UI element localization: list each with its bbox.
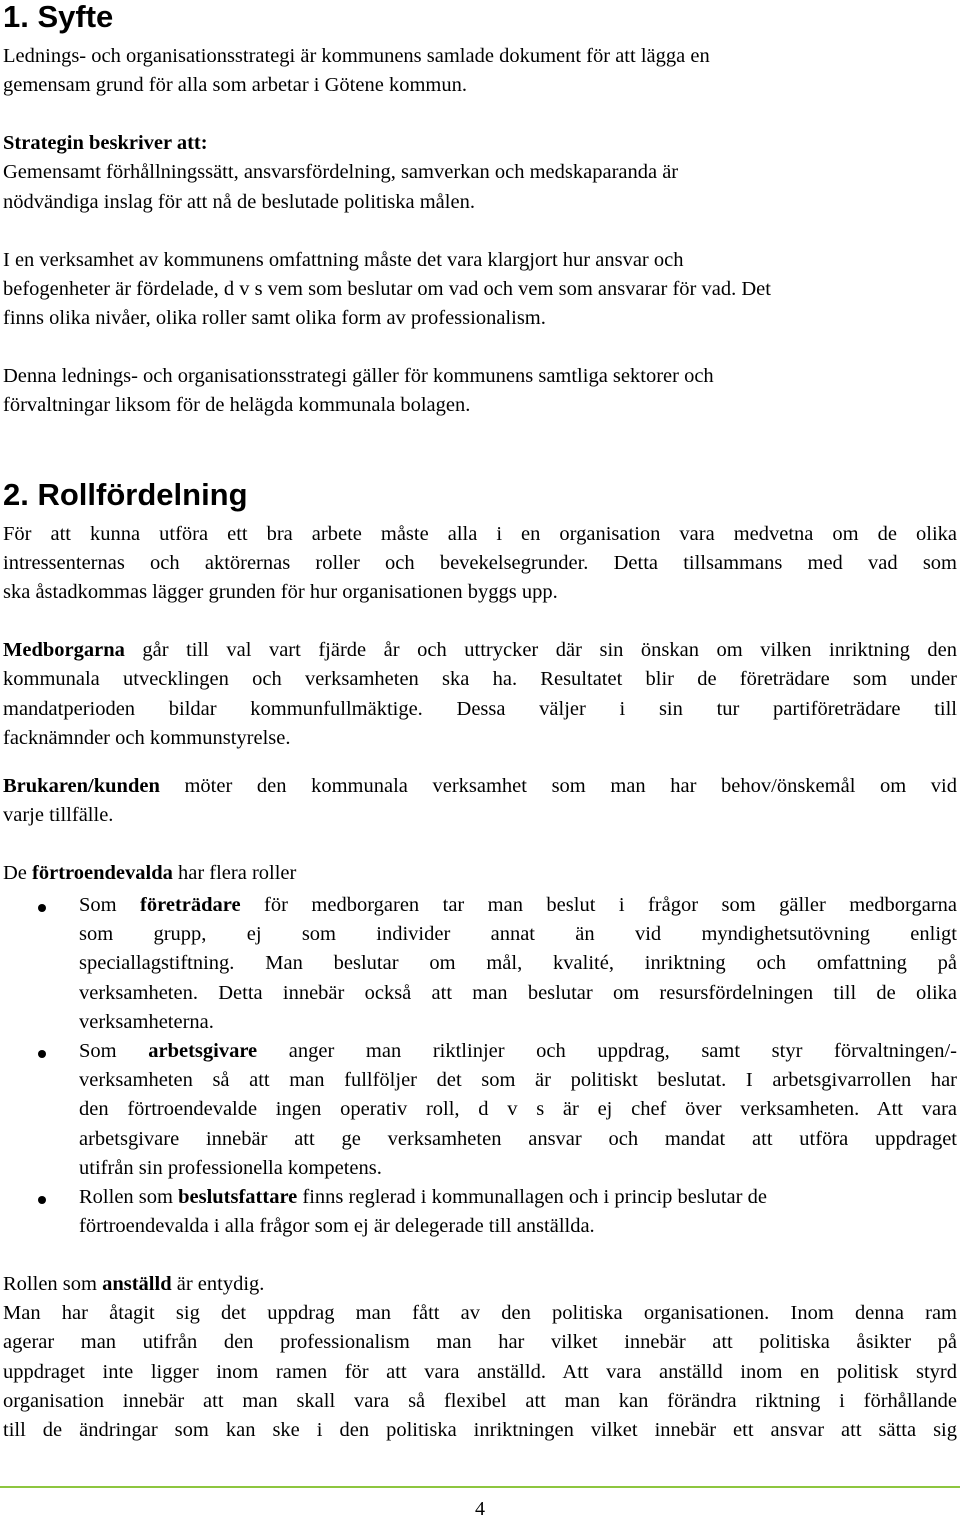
bullet-icon (38, 1196, 46, 1204)
paragraph-line: Denna lednings- och organisationsstrategi gäller för kommunens samtliga sektorer och (3, 365, 714, 387)
paragraph-line: nödvändiga inslag för att nå de beslutade politiska målen. (3, 191, 475, 213)
paragraph-line: varje tillfälle. (3, 804, 114, 826)
paragraph-line: mandatperioden bildar kommunfullmäktige. Dessa väljer i sin tur partiföreträdare till (3, 698, 957, 720)
paragraph-line: ska åstadkommas lägger grunden för hur organisationen byggs upp. (3, 581, 558, 603)
arbetsgivare-term: arbetsgivare (148, 1040, 258, 1062)
footer-rule (0, 1486, 960, 1488)
section-2-heading: 2. Rollfördelning (3, 477, 248, 512)
paragraph-line: arbetsgivare innebär att ge verksamheten ansvar och mandat att utföra uppdraget (79, 1128, 957, 1150)
paragraph-line: uppdraget inte ligger inom ramen för att vara anställd. Att vara anställd inom en politisk styrd (3, 1361, 957, 1383)
page-number: 4 (475, 1498, 485, 1520)
beslutsfattare-term: beslutsfattare (178, 1186, 298, 1208)
fortroendevalda-term: förtroendevalda (32, 862, 173, 884)
paragraph-line: verksamheten. Detta innebär också att man beslutar om resursfördelningen till de olika (79, 982, 957, 1004)
paragraph-line: förvaltningar liksom för de helägda kommunala bolagen. (3, 394, 471, 416)
section-1-heading: 1. Syfte (3, 0, 114, 34)
paragraph-line: verksamheterna. (79, 1011, 214, 1033)
paragraph-line: förtroendevalda i alla frågor som ej är delegerade till anställda. (79, 1215, 595, 1237)
strategy-heading: Strategin beskriver att: (3, 132, 208, 154)
foretradare-term: företrädare (140, 894, 241, 916)
paragraph-line: Man har åtagit sig det uppdrag man fått av den politiska organisationen. Inom denna ram (3, 1302, 957, 1324)
paragraph-line: den förtroendevalde ingen operativ roll, d v s är ej chef över verksamheten. Att vara (79, 1098, 957, 1120)
fortroendevalda-line: De förtroendevalda har flera roller (3, 862, 297, 884)
bullet-3-line: Rollen som beslutsfattare finns reglerad i kommunallagen och i princip beslutar de (79, 1186, 767, 1208)
paragraph-line: finns olika nivåer, olika roller samt olika form av professionalism. (3, 307, 546, 329)
paragraph-line: kommunala utvecklingen och verksamheten ska ha. Resultatet blir de företrädare som under (3, 668, 957, 690)
paragraph-line: Lednings- och organisationsstrategi är kommunens samlade dokument för att lägga en (3, 45, 710, 67)
medborgarna-term: Medborgarna (3, 639, 125, 661)
bullet-1-line: Som företrädare för medborgaren tar man beslut i frågor som gäller medborgarna (79, 894, 957, 916)
paragraph-line: agerar man utifrån den professionalism man har vilket innebär att politiska åsikter på (3, 1331, 957, 1353)
paragraph-line: till de ändringar som kan ske i den politiska inriktningen vilket innebär ett ansvar att sätta sig (3, 1419, 957, 1441)
bullet-icon (38, 1050, 46, 1058)
anstalld-term: anställd (102, 1273, 172, 1295)
paragraph-line: befogenheter är fördelade, d v s vem som beslutar om vad och vem som ansvarar för vad. Det (3, 278, 771, 300)
paragraph-line: speciallagstiftning. Man beslutar om mål, kvalité, inriktning och omfattning på (79, 952, 957, 974)
paragraph-line: Gemensamt förhållningssätt, ansvarsfördelning, samverkan och medskaparanda är (3, 161, 679, 183)
paragraph-line: facknämnder och kommunstyrelse. (3, 727, 291, 749)
anstalld-line: Rollen som anställd är entydig. (3, 1273, 265, 1295)
paragraph-line: verksamheten så att man fullföljer det som är politiskt beslutat. I arbetsgivarrollen har (79, 1069, 957, 1091)
medborgarna-line: Medborgarna går till val vart fjärde år och uttrycker där sin önskan om vilken inriktning den (3, 639, 957, 661)
paragraph-line: utifrån sin professionella kompetens. (79, 1157, 382, 1179)
bullet-2-line: Som arbetsgivare anger man riktlinjer och uppdrag, samt styr förvaltningen/- (79, 1040, 957, 1062)
paragraph-line: som grupp, ej som individer annat än vid myndighetsutövning enligt (79, 923, 957, 945)
paragraph-line: organisation innebär att man skall vara så flexibel att man kan förändra riktning i förhållande (3, 1390, 957, 1412)
paragraph-line: I en verksamhet av kommunens omfattning måste det vara klargjort hur ansvar och (3, 249, 684, 271)
paragraph-line: intressenternas och aktörernas roller och bevekelsegrunder. Detta tillsammans med vad som (3, 552, 957, 574)
brukaren-line: Brukaren/kunden möter den kommunala verksamhet som man har behov/önskemål om vid (3, 775, 957, 797)
paragraph-line: gemensam grund för alla som arbetar i Götene kommun. (3, 74, 467, 96)
paragraph-line: För att kunna utföra ett bra arbete måste alla i en organisation vara medvetna om de olika (3, 523, 957, 545)
brukaren-term: Brukaren/kunden (3, 775, 160, 797)
bullet-icon (38, 904, 46, 912)
